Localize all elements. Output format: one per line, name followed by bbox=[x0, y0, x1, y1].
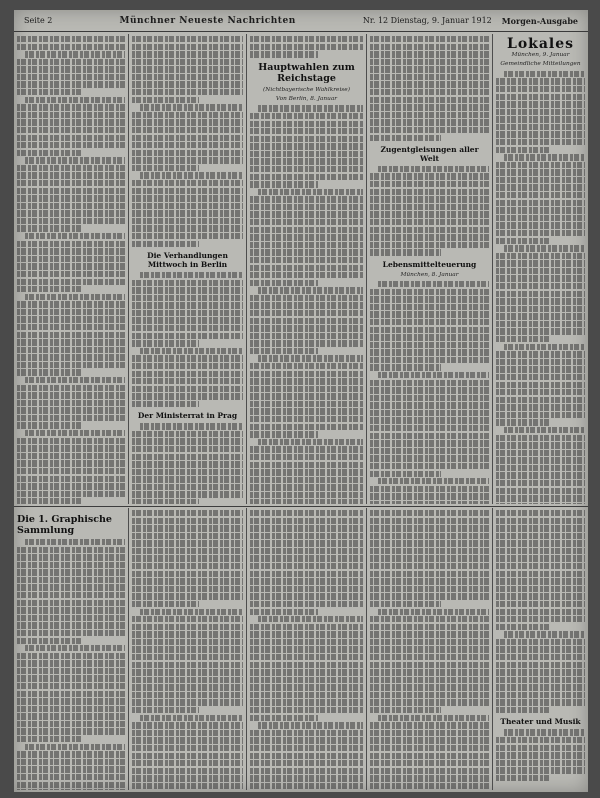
column-1-bottom bbox=[14, 508, 128, 790]
page-number: Seite 2 bbox=[24, 16, 53, 25]
subhead-reichstag: (Nichtbayerische Wahlkreise) bbox=[263, 86, 350, 93]
body-text bbox=[250, 105, 363, 504]
column-3-top bbox=[247, 34, 366, 504]
column-1-top bbox=[14, 34, 128, 504]
body-text bbox=[132, 510, 243, 790]
column-5-top bbox=[493, 34, 588, 504]
body-text bbox=[370, 281, 489, 504]
body-text bbox=[370, 510, 489, 790]
issue-info: Nr. 12 Dienstag, 9. Januar 1912 bbox=[362, 16, 492, 25]
column-4-bottom bbox=[367, 508, 492, 790]
body-text bbox=[17, 36, 125, 504]
body-text bbox=[496, 71, 585, 504]
headline-prag: Der Ministerrat in Prag bbox=[137, 411, 238, 421]
headline-berlin: Die Verhandlungen Mittwoch in Berlin bbox=[147, 251, 228, 269]
newspaper-page bbox=[14, 10, 588, 792]
column-3-bottom bbox=[247, 508, 366, 790]
body-text bbox=[496, 729, 585, 781]
column-2-bottom bbox=[129, 508, 246, 790]
body-text bbox=[250, 510, 363, 790]
section-title-lokales: Lokales bbox=[506, 36, 575, 52]
body-text bbox=[250, 36, 363, 58]
byline-reichstag: Von Berlin, 8. Januar bbox=[275, 95, 338, 102]
headline-zugentgleisung: Zugentgleisungen aller Welt bbox=[380, 144, 479, 163]
headline-sammlung: Die 1. Graphische Sammlung bbox=[17, 514, 112, 536]
newspaper-masthead: Münchner Neueste Nachrichten bbox=[119, 15, 296, 26]
page-header bbox=[14, 10, 588, 32]
body-text bbox=[132, 423, 243, 504]
body-text bbox=[496, 510, 585, 713]
column-4-top bbox=[367, 34, 492, 504]
body-text bbox=[17, 539, 125, 790]
headline-reichstag: Hauptwahlen zum Reichstage bbox=[258, 61, 355, 84]
body-text bbox=[370, 36, 489, 141]
dateline-lokales: München, 9. Januar bbox=[511, 52, 570, 58]
headline-lebensmittel: Lebensmittelteuerung bbox=[382, 259, 477, 269]
dateline-lebensmittel: München, 8. Januar bbox=[400, 271, 459, 278]
column-5-bottom bbox=[493, 508, 588, 790]
column-2-top bbox=[129, 34, 246, 504]
body-text bbox=[370, 166, 489, 256]
subhead-lokales: Gemeindliche Mitteilungen bbox=[500, 61, 581, 68]
body-text bbox=[132, 36, 243, 247]
body-text bbox=[132, 272, 243, 407]
edition-label: Morgen-Ausgabe bbox=[501, 15, 578, 26]
headline-theater: Theater und Musik bbox=[500, 717, 581, 727]
